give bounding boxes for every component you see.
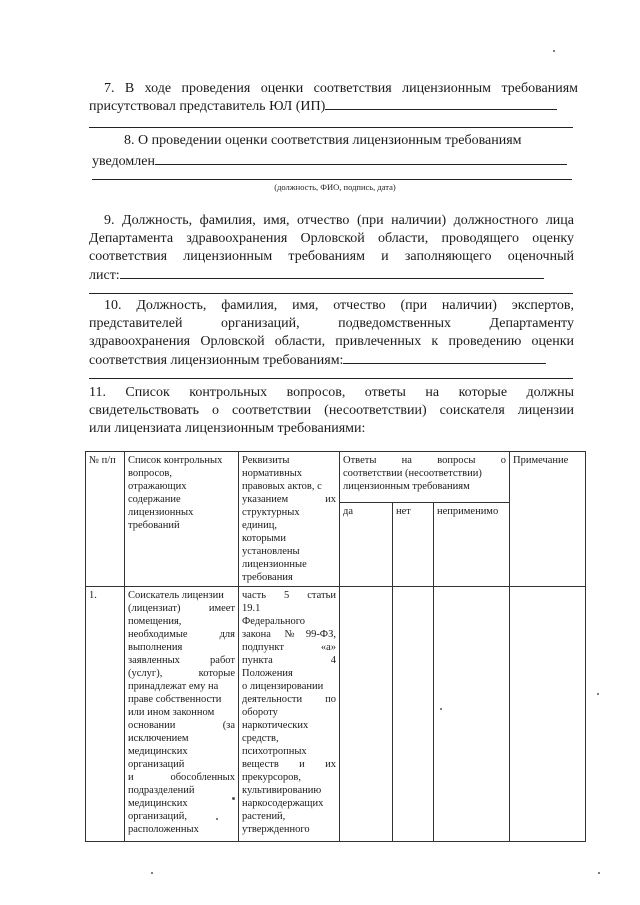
control-questions-table — [85, 451, 586, 842]
section-8-line-2 — [92, 152, 582, 171]
row-1-no — [393, 587, 434, 842]
section-9-line-4 — [89, 266, 579, 285]
header-question-list: Список контрольных вопросов, отражающих содержание лицензионных требований — [125, 452, 239, 587]
header-number: № п/п — [86, 452, 125, 587]
table-header-row — [86, 452, 586, 503]
section-10-line-4 — [89, 351, 579, 370]
scan-speck — [553, 50, 555, 52]
header-no: нет — [393, 503, 434, 587]
header-answers: Ответы на вопросы о соответствии (несоответствии) лицензионным требованиям — [340, 452, 510, 503]
scan-speck — [598, 872, 600, 874]
representative-blank — [325, 97, 557, 110]
section-7-label: присутствовал представитель ЮЛ (ИП) — [89, 99, 326, 114]
notified-blank — [155, 152, 567, 165]
section-10-label: соответствия лицензионным требованиям: — [89, 353, 344, 368]
scan-speck — [151, 872, 153, 874]
section-9-line-1: 9. Должность, фамилия, имя, отчество (при наличии) должностного лица — [104, 213, 574, 228]
section-7-line-1: 7. В ходе проведения оценки соответствия лицензионным требованиям — [104, 81, 578, 96]
header-not-applicable: неприменимо — [434, 503, 510, 587]
section-11-line-1: 11. Список контрольных вопросов, ответы на которые должны — [89, 385, 574, 400]
section-10-rule — [89, 378, 573, 379]
row-1-question: Соискатель лицензии (лицензиат) имеет помещения, необходимые для выполнения заявленных работ (услуг), которые принадлежат ему на праве собственности или ином законном основании (за исключением медицинских организаций и обособленных подразделений медицинских организаций, расположенных — [125, 587, 239, 842]
section-9-rule — [89, 293, 573, 294]
section-10-line-2: представителей организаций, подведомственных Департаменту — [89, 316, 574, 331]
section-9-line-3: соответствия лицензионным требованиям и заполняющего оценочный — [89, 249, 574, 264]
section-11-line-3: или лицензиата лицензионным требованиями: — [89, 421, 366, 436]
signature-caption: (должность, ФИО, подпись, дата) — [274, 182, 396, 192]
section-8-rule — [92, 179, 572, 180]
inspector-blank — [120, 266, 544, 279]
row-1-note — [510, 587, 586, 842]
row-1-not-applicable — [434, 587, 510, 842]
scan-speck — [216, 818, 218, 820]
scan-speck — [232, 797, 235, 800]
row-1-number: 1. — [86, 587, 125, 842]
section-9-label: лист: — [89, 268, 120, 283]
section-10-line-3: здравоохранения Орловской области, привлеченных к проведению оценки — [89, 334, 574, 349]
section-11-line-2: свидетельствовать о соответствии (несоответствии) соискателя лицензии — [89, 403, 574, 418]
scan-speck — [440, 708, 442, 710]
section-10-line-1: 10. Должность, фамилия, имя, отчество (при наличии) экспертов, — [104, 298, 574, 313]
section-9-line-2: Департамента здравоохранения Орловской области, проводящего оценку — [89, 231, 574, 246]
scan-speck — [597, 693, 599, 695]
experts-blank — [343, 351, 546, 364]
header-requisites: Реквизиты нормативных правовых актов, с указанием их структурных единиц, которыми установлены лицензионные требования — [239, 452, 340, 587]
header-note: Примечание — [510, 452, 586, 587]
section-7-rule — [89, 127, 573, 128]
section-8-line-1: 8. О проведении оценки соответствия лицензионным требованиям — [124, 133, 522, 148]
table-row — [86, 587, 586, 842]
section-7-line-2 — [89, 97, 579, 116]
header-yes: да — [340, 503, 393, 587]
section-8-label: уведомлен — [92, 154, 155, 169]
row-1-reference: часть 5 статьи 19.1 Федерального закона №99-ФЗ, подпункт «а» пункта 4 Положения о лицензировании деятельности по обороту наркотических средств, психотропных веществ и их прекурсоров, культивированию наркосодержащих растений, утвержденного — [239, 587, 340, 842]
row-1-yes — [340, 587, 393, 842]
